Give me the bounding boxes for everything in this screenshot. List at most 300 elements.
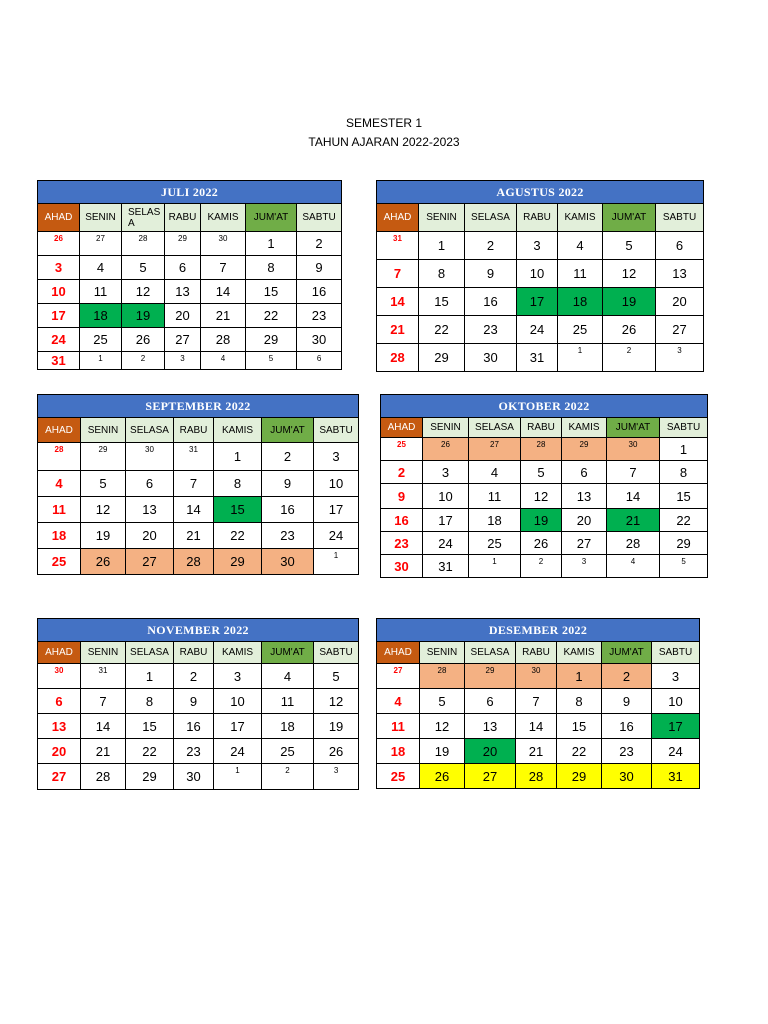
day-cell: 5 — [122, 256, 165, 280]
day-cell: 4 — [262, 664, 314, 689]
day-cell: 15 — [660, 484, 708, 509]
day-cell: 28 — [521, 438, 562, 461]
week-row — [38, 664, 359, 689]
day-cell: 30 — [516, 664, 557, 689]
day-cell: 1 — [557, 664, 602, 689]
day-cell: 20 — [165, 304, 201, 328]
day-cell: 30 — [174, 764, 214, 790]
day-cell: 4 — [607, 555, 660, 578]
day-cell: 12 — [603, 260, 656, 288]
day-cell: 16 — [602, 714, 652, 739]
calendar-month — [376, 618, 700, 789]
weekday-header: SABTU — [297, 204, 342, 232]
day-cell: 29 — [562, 438, 607, 461]
day-cell: 28 — [81, 764, 126, 790]
weekday-header: SELASA — [465, 642, 516, 664]
day-cell: 27 — [377, 664, 420, 689]
weekday-header: KAMIS — [214, 642, 262, 664]
day-cell: 14 — [607, 484, 660, 509]
day-cell: 14 — [516, 714, 557, 739]
day-cell: 19 — [521, 509, 562, 532]
day-cell: 8 — [419, 260, 465, 288]
weekday-header: KAMIS — [562, 418, 607, 438]
day-cell: 22 — [126, 739, 174, 764]
day-cell: 15 — [557, 714, 602, 739]
week-row — [381, 509, 708, 532]
day-cell: 19 — [314, 714, 359, 739]
week-row — [381, 484, 708, 509]
day-cell: 23 — [297, 304, 342, 328]
day-cell: 3 — [652, 664, 700, 689]
day-cell: 17 — [423, 509, 469, 532]
day-cell: 1 — [314, 549, 359, 575]
weekday-header: SELASA — [465, 204, 517, 232]
day-cell: 2 — [381, 461, 423, 484]
day-cell: 22 — [660, 509, 708, 532]
month-title: SEPTEMBER 2022 — [38, 395, 359, 418]
day-cell: 23 — [381, 532, 423, 555]
week-row — [38, 280, 342, 304]
week-row — [377, 288, 704, 316]
day-cell: 6 — [562, 461, 607, 484]
weekday-header: SELASA — [469, 418, 521, 438]
weekday-header: RABU — [174, 642, 214, 664]
week-row — [38, 689, 359, 714]
day-cell: 19 — [122, 304, 165, 328]
day-cell: 8 — [557, 689, 602, 714]
weekday-header: SABTU — [314, 418, 359, 443]
week-row — [381, 461, 708, 484]
day-cell: 9 — [381, 484, 423, 509]
day-cell: 25 — [262, 739, 314, 764]
day-cell: 12 — [81, 497, 126, 523]
month-title: OKTOBER 2022 — [381, 395, 708, 418]
calendar-month — [380, 394, 708, 578]
day-cell: 28 — [420, 664, 465, 689]
weekday-header: JUM'AT — [262, 642, 314, 664]
day-cell: 15 — [419, 288, 465, 316]
day-cell: 27 — [80, 232, 122, 256]
day-cell: 30 — [381, 555, 423, 578]
day-cell: 6 — [297, 352, 342, 370]
day-cell: 8 — [660, 461, 708, 484]
weekday-header: SENIN — [80, 204, 122, 232]
day-cell: 2 — [465, 232, 517, 260]
day-cell: 21 — [201, 304, 246, 328]
day-cell: 29 — [126, 764, 174, 790]
day-cell: 10 — [38, 280, 80, 304]
day-cell: 31 — [38, 352, 80, 370]
weekday-header: KAMIS — [558, 204, 603, 232]
weekday-header: AHAD — [38, 418, 81, 443]
day-cell: 5 — [420, 689, 465, 714]
week-row — [38, 497, 359, 523]
day-cell: 22 — [419, 316, 465, 344]
day-cell: 4 — [377, 689, 420, 714]
day-cell: 19 — [81, 523, 126, 549]
week-row — [381, 555, 708, 578]
day-cell: 2 — [262, 764, 314, 790]
day-cell: 26 — [603, 316, 656, 344]
day-cell: 25 — [381, 438, 423, 461]
day-cell: 9 — [262, 471, 314, 497]
day-cell: 19 — [603, 288, 656, 316]
weekday-header: RABU — [516, 642, 557, 664]
semester-label: SEMESTER 1 — [345, 116, 423, 130]
week-row — [377, 764, 700, 789]
day-cell: 27 — [562, 532, 607, 555]
day-cell: 31 — [377, 232, 419, 260]
weekday-header: SABTU — [660, 418, 708, 438]
weekday-header: AHAD — [377, 204, 419, 232]
day-cell: 28 — [174, 549, 214, 575]
weekday-header: SENIN — [419, 204, 465, 232]
day-cell: 20 — [656, 288, 704, 316]
week-row — [38, 739, 359, 764]
day-cell: 30 — [602, 764, 652, 789]
day-cell: 25 — [80, 328, 122, 352]
day-cell: 1 — [214, 443, 262, 471]
day-cell: 30 — [297, 328, 342, 352]
day-cell: 5 — [81, 471, 126, 497]
day-cell: 31 — [652, 764, 700, 789]
weekday-header: AHAD — [38, 204, 80, 232]
weekday-header: RABU — [521, 418, 562, 438]
day-cell: 2 — [297, 232, 342, 256]
day-cell: 22 — [557, 739, 602, 764]
weekday-header: JUM'AT — [603, 204, 656, 232]
day-cell: 30 — [126, 443, 174, 471]
day-cell: 22 — [214, 523, 262, 549]
day-cell: 5 — [603, 232, 656, 260]
weekday-header: AHAD — [377, 642, 420, 664]
day-cell: 30 — [201, 232, 246, 256]
day-cell: 29 — [165, 232, 201, 256]
day-cell: 9 — [297, 256, 342, 280]
week-row — [381, 532, 708, 555]
day-cell: 16 — [174, 714, 214, 739]
day-cell: 23 — [602, 739, 652, 764]
week-row — [38, 352, 342, 370]
day-cell: 9 — [174, 689, 214, 714]
week-row — [381, 438, 708, 461]
day-cell: 7 — [81, 689, 126, 714]
day-cell: 3 — [517, 232, 558, 260]
day-cell: 21 — [377, 316, 419, 344]
day-cell: 15 — [246, 280, 297, 304]
week-row — [38, 471, 359, 497]
day-cell: 26 — [521, 532, 562, 555]
month-title: AGUSTUS 2022 — [377, 181, 704, 204]
day-cell: 13 — [465, 714, 516, 739]
day-cell: 2 — [602, 664, 652, 689]
day-cell: 8 — [126, 689, 174, 714]
day-cell: 19 — [420, 739, 465, 764]
day-cell: 30 — [262, 549, 314, 575]
day-cell: 8 — [246, 256, 297, 280]
day-cell: 21 — [174, 523, 214, 549]
day-cell: 17 — [652, 714, 700, 739]
day-cell: 8 — [214, 471, 262, 497]
week-row — [38, 764, 359, 790]
day-cell: 17 — [314, 497, 359, 523]
day-cell: 13 — [165, 280, 201, 304]
day-cell: 11 — [38, 497, 81, 523]
day-cell: 16 — [262, 497, 314, 523]
day-cell: 29 — [419, 344, 465, 372]
day-cell: 1 — [469, 555, 521, 578]
day-cell: 24 — [423, 532, 469, 555]
day-cell: 29 — [465, 664, 516, 689]
weekday-header: KAMIS — [214, 418, 262, 443]
day-cell: 3 — [562, 555, 607, 578]
day-cell: 10 — [423, 484, 469, 509]
weekday-header: SENIN — [420, 642, 465, 664]
week-row — [38, 714, 359, 739]
day-cell: 27 — [38, 764, 81, 790]
day-cell: 30 — [465, 344, 517, 372]
day-cell: 30 — [38, 664, 81, 689]
day-cell: 31 — [81, 664, 126, 689]
day-cell: 18 — [262, 714, 314, 739]
day-cell: 3 — [423, 461, 469, 484]
day-cell: 18 — [469, 509, 521, 532]
day-cell: 18 — [80, 304, 122, 328]
week-row — [377, 714, 700, 739]
month-title: DESEMBER 2022 — [377, 619, 700, 642]
day-cell: 24 — [38, 328, 80, 352]
day-cell: 24 — [214, 739, 262, 764]
day-cell: 2 — [603, 344, 656, 372]
day-cell: 3 — [656, 344, 704, 372]
day-cell: 5 — [246, 352, 297, 370]
day-cell: 29 — [246, 328, 297, 352]
week-row — [377, 739, 700, 764]
week-row — [38, 549, 359, 575]
day-cell: 29 — [660, 532, 708, 555]
day-cell: 11 — [469, 484, 521, 509]
day-cell: 9 — [465, 260, 517, 288]
day-cell: 1 — [419, 232, 465, 260]
day-cell: 4 — [558, 232, 603, 260]
calendar-month — [37, 394, 359, 575]
day-cell: 17 — [214, 714, 262, 739]
day-cell: 7 — [201, 256, 246, 280]
day-cell: 9 — [602, 689, 652, 714]
weekday-header: SABTU — [652, 642, 700, 664]
day-cell: 14 — [201, 280, 246, 304]
month-title: NOVEMBER 2022 — [38, 619, 359, 642]
day-cell: 15 — [126, 714, 174, 739]
day-cell: 5 — [521, 461, 562, 484]
day-cell: 11 — [377, 714, 420, 739]
day-cell: 12 — [122, 280, 165, 304]
day-cell: 2 — [262, 443, 314, 471]
day-cell: 7 — [174, 471, 214, 497]
week-row — [377, 344, 704, 372]
day-cell: 31 — [423, 555, 469, 578]
week-row — [377, 664, 700, 689]
day-cell: 3 — [38, 256, 80, 280]
day-cell: 23 — [465, 316, 517, 344]
weekday-header: SABTU — [656, 204, 704, 232]
day-cell: 27 — [656, 316, 704, 344]
day-cell: 20 — [38, 739, 81, 764]
week-row — [377, 689, 700, 714]
day-cell: 11 — [262, 689, 314, 714]
day-cell: 10 — [214, 689, 262, 714]
day-cell: 24 — [517, 316, 558, 344]
weekday-header: SENIN — [423, 418, 469, 438]
day-cell: 30 — [607, 438, 660, 461]
weekday-header: RABU — [165, 204, 201, 232]
day-cell: 28 — [607, 532, 660, 555]
day-cell: 10 — [517, 260, 558, 288]
day-cell: 4 — [80, 256, 122, 280]
day-cell: 21 — [516, 739, 557, 764]
day-cell: 13 — [656, 260, 704, 288]
day-cell: 29 — [81, 443, 126, 471]
week-row — [38, 523, 359, 549]
day-cell: 26 — [38, 232, 80, 256]
day-cell: 1 — [558, 344, 603, 372]
day-cell: 2 — [122, 352, 165, 370]
day-cell: 14 — [174, 497, 214, 523]
day-cell: 3 — [314, 443, 359, 471]
weekday-header: RABU — [174, 418, 214, 443]
day-cell: 12 — [420, 714, 465, 739]
day-cell: 25 — [38, 549, 81, 575]
week-row — [377, 316, 704, 344]
day-cell: 11 — [558, 260, 603, 288]
day-cell: 15 — [214, 497, 262, 523]
day-cell: 31 — [174, 443, 214, 471]
week-row — [377, 232, 704, 260]
day-cell: 29 — [557, 764, 602, 789]
calendar-month — [37, 180, 342, 370]
weekday-header: JUM'AT — [246, 204, 297, 232]
day-cell: 1 — [80, 352, 122, 370]
day-cell: 10 — [652, 689, 700, 714]
school-year-label: TAHUN AJARAN 2022-2023 — [308, 135, 460, 149]
day-cell: 18 — [377, 739, 420, 764]
weekday-header: SELASA — [126, 418, 174, 443]
day-cell: 28 — [516, 764, 557, 789]
weekday-header: SELAS A — [122, 204, 165, 232]
day-cell: 25 — [558, 316, 603, 344]
day-cell: 3 — [165, 352, 201, 370]
week-row — [38, 443, 359, 471]
day-cell: 28 — [377, 344, 419, 372]
week-row — [38, 256, 342, 280]
weekday-header: SENIN — [81, 418, 126, 443]
day-cell: 26 — [423, 438, 469, 461]
day-cell: 16 — [297, 280, 342, 304]
day-cell: 20 — [562, 509, 607, 532]
week-row — [38, 304, 342, 328]
week-row — [38, 232, 342, 256]
calendar-month — [37, 618, 359, 790]
weekday-header: SELASA — [126, 642, 174, 664]
day-cell: 23 — [262, 523, 314, 549]
day-cell: 6 — [126, 471, 174, 497]
day-cell: 24 — [652, 739, 700, 764]
day-cell: 1 — [660, 438, 708, 461]
day-cell: 24 — [314, 523, 359, 549]
weekday-header: AHAD — [381, 418, 423, 438]
day-cell: 6 — [656, 232, 704, 260]
day-cell: 11 — [80, 280, 122, 304]
day-cell: 28 — [201, 328, 246, 352]
month-title: JULI 2022 — [38, 181, 342, 204]
day-cell: 14 — [81, 714, 126, 739]
day-cell: 27 — [469, 438, 521, 461]
day-cell: 27 — [465, 764, 516, 789]
calendar-month — [376, 180, 704, 372]
day-cell: 20 — [465, 739, 516, 764]
day-cell: 13 — [562, 484, 607, 509]
day-cell: 2 — [174, 664, 214, 689]
day-cell: 27 — [126, 549, 174, 575]
day-cell: 18 — [558, 288, 603, 316]
day-cell: 6 — [165, 256, 201, 280]
day-cell: 3 — [214, 664, 262, 689]
day-cell: 21 — [81, 739, 126, 764]
day-cell: 26 — [122, 328, 165, 352]
document-title — [0, 114, 768, 152]
day-cell: 17 — [517, 288, 558, 316]
day-cell: 22 — [246, 304, 297, 328]
day-cell: 25 — [377, 764, 420, 789]
day-cell: 2 — [521, 555, 562, 578]
day-cell: 1 — [214, 764, 262, 790]
day-cell: 20 — [126, 523, 174, 549]
day-cell: 1 — [126, 664, 174, 689]
day-cell: 26 — [420, 764, 465, 789]
day-cell: 3 — [314, 764, 359, 790]
weekday-header: RABU — [517, 204, 558, 232]
day-cell: 6 — [465, 689, 516, 714]
day-cell: 7 — [607, 461, 660, 484]
weekday-header: SABTU — [314, 642, 359, 664]
day-cell: 13 — [126, 497, 174, 523]
weekday-header: KAMIS — [557, 642, 602, 664]
day-cell: 28 — [38, 443, 81, 471]
day-cell: 10 — [314, 471, 359, 497]
day-cell: 5 — [314, 664, 359, 689]
weekday-header: SENIN — [81, 642, 126, 664]
day-cell: 28 — [122, 232, 165, 256]
day-cell: 7 — [516, 689, 557, 714]
day-cell: 1 — [246, 232, 297, 256]
week-row — [38, 328, 342, 352]
week-row — [377, 260, 704, 288]
day-cell: 16 — [381, 509, 423, 532]
day-cell: 25 — [469, 532, 521, 555]
day-cell: 17 — [38, 304, 80, 328]
day-cell: 26 — [81, 549, 126, 575]
day-cell: 6 — [38, 689, 81, 714]
day-cell: 21 — [607, 509, 660, 532]
day-cell: 23 — [174, 739, 214, 764]
day-cell: 4 — [201, 352, 246, 370]
day-cell: 7 — [377, 260, 419, 288]
day-cell: 5 — [660, 555, 708, 578]
day-cell: 29 — [214, 549, 262, 575]
day-cell: 18 — [38, 523, 81, 549]
day-cell: 12 — [314, 689, 359, 714]
weekday-header: JUM'AT — [262, 418, 314, 443]
